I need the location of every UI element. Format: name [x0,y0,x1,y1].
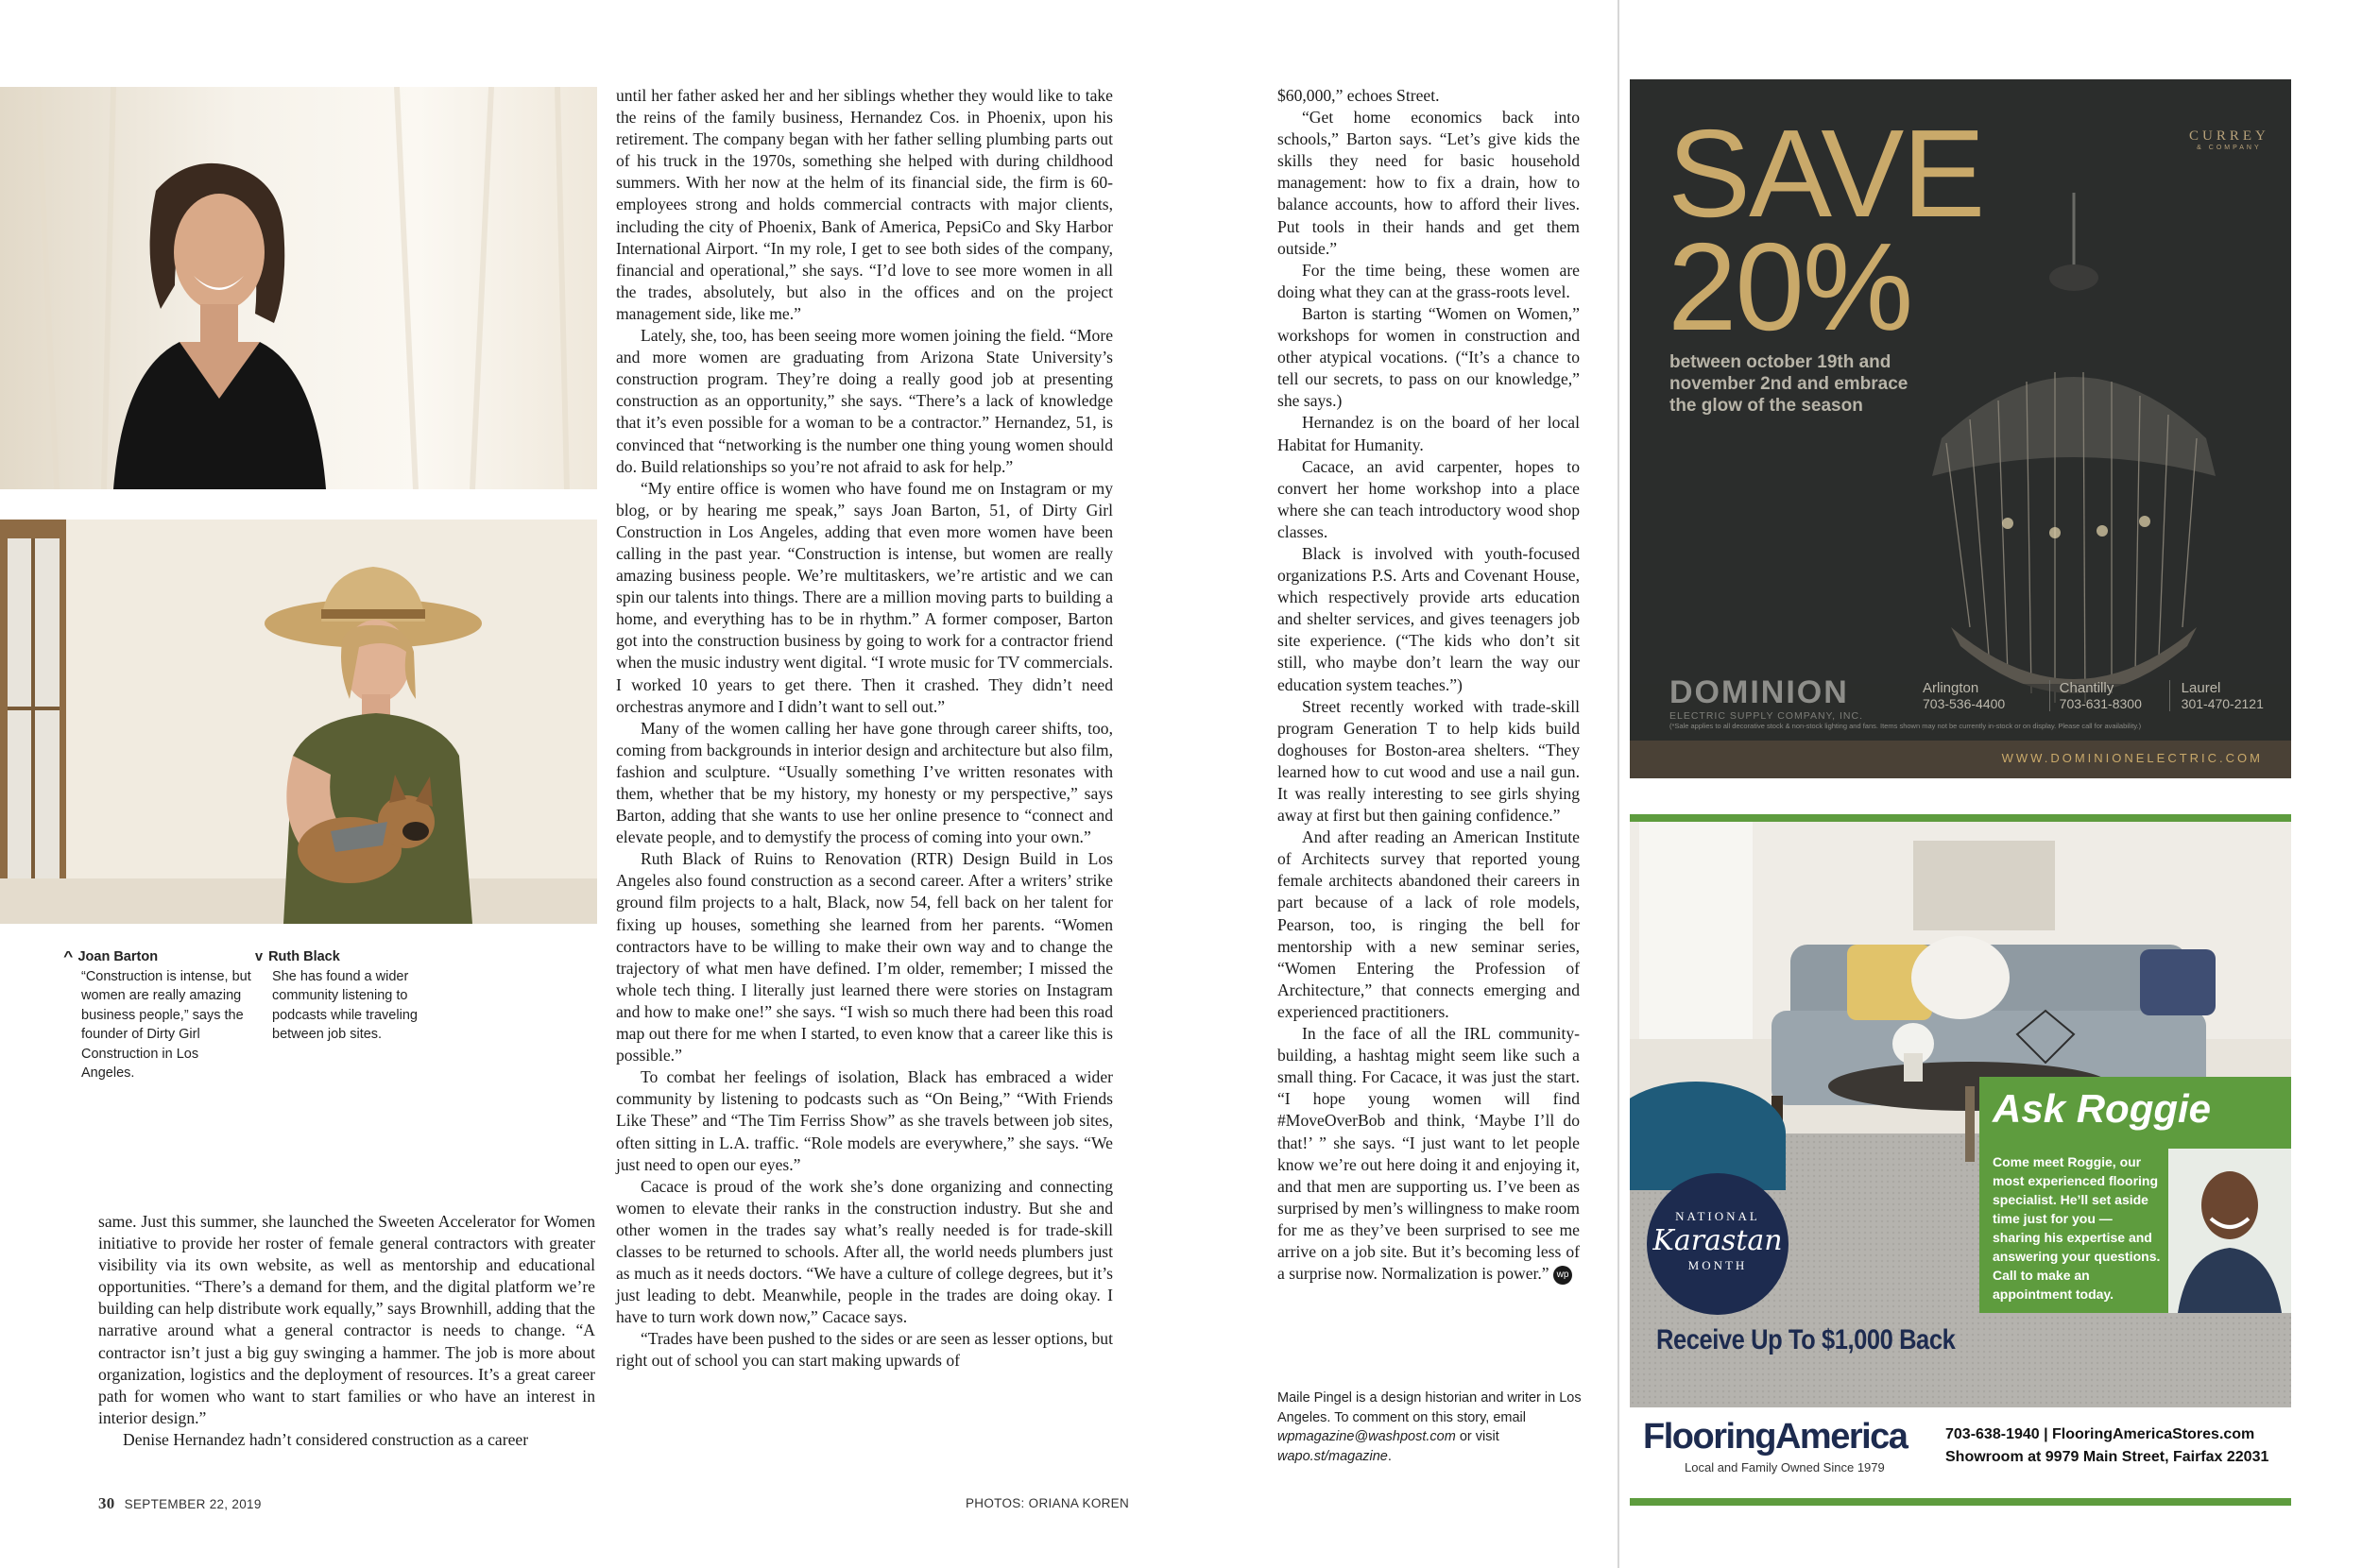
flooring-contact-phone[interactable]: 703-638-1940 | FlooringAmericaStores.com [1945,1426,2255,1442]
ad-percent-heading: 20% [1668,217,1912,356]
ad-tagline [1669,351,1908,417]
ask-roggie-text: Come meet Roggie, our most experienced flooring specialist. He’ll set aside time just for you — sharing his expertise and answering your questions. Call to make an appointment today. [1993,1154,2161,1302]
article-column-1 [98,1211,595,1451]
caption-ruth-black [255,947,428,1045]
paragraph: Lately, she, too, has been seeing more women joining the field. “More and more women are graduating from Arizona State University’s construction program. They’re doing a really good job at presenting construction as an opportunity,” she says. “There’s a lack of knowledge that it’s even possible for a woman to be a contractor.” Hernandez, 51, is convinced that “networking is the number one thing young women should do. Build relationships so you’re not afraid to ask for help.” [616,326,1113,476]
photo-credit: PHOTOS: ORIANA KOREN [966,1496,1130,1510]
ask-roggie-box [1979,1077,2291,1313]
ad-flooring-america[interactable] [1630,814,2291,1511]
tagline-line: november 2nd and embrace [1669,374,1908,394]
photo-ruth-black-illustration [0,520,597,924]
paragraph: Denise Hernandez hadn’t considered construction as a career [123,1429,529,1449]
paragraph: Cacace is proud of the work she’s done organizing and connecting women to elevate their ranks in the construction industry. But she and other women in the trades say what’s really needed is for trade-skill classes to be returned to schools. After all, the world needs plumbers just as much as it needs doctors. “We have a culture of college degrees, but it’s just leading to debt. Meanwhile, people in the trades are doing okay. I have to turn work down now,” Cacace says. [616,1176,1113,1327]
location-city: Arlington [1923,680,1979,696]
rebate-offer: Receive Up To $1,000 Back [1656,1324,1956,1355]
paragraph: until her father asked her and her siblings whether they would like to take the reins of the family business, Hernandez Cos. in Phoenix, upon his retirement. The company began with her father selling plumbing parts out of his truck in the 1970s, something she helped with during childhood summers. With her now at the helm of its financial side, the firm is 60-employees strong and holds commercial contracts with major clients, including the city of Phoenix, Bank of America, PepsiCo and Sky Harbor International Airport. “In my role, I get to see both sides of the company, financial and operational,” she says. “I’d love to see more women in all the trades, absolutely, but also in the offices and on the project management side, like me.” [616,86,1113,323]
ad-save-heading: SAVE [1668,104,1984,243]
location-city: Chantilly [2059,680,2114,696]
article-column-3 [1277,85,1580,1285]
tagline-line: the glow of the season [1669,396,1863,416]
bio-email-link[interactable]: wpmagazine@washpost.com [1277,1429,1456,1444]
bio-end: . [1387,1448,1392,1464]
issue-date: SEPTEMBER 22, 2019 [124,1497,262,1511]
roggie-portrait [2168,1149,2291,1313]
dominion-locations [1923,680,2282,711]
photo-ruth-black [0,520,597,924]
dominion-logo-sub: ELECTRIC SUPPLY COMPANY, INC. [1669,710,1864,722]
page-footer [98,1494,262,1513]
ad-top-stripe [1630,814,2291,822]
karastan-name: Karastan [1652,1224,1783,1257]
currey-logo-text: CURREY [2189,128,2269,144]
flooring-america-logo: FlooringAmerica [1643,1417,1908,1457]
paragraph: Black is involved with youth-focused organizations P.S. Arts and Covenant House, which respectively provide arts education and shelter services, and gives teenagers job site experience. (“The kids who don’t sit still, who maybe don’t learn the way our education system teaches.”) [1277,543,1580,694]
ad-dominion-electric[interactable] [1630,79,2291,778]
ad-url-bar [1630,741,2291,778]
paragraph: Ruth Black of Ruins to Renovation (RTR) Design Build in Los Angeles also found construction as a second career. After a writers’ strike ground film projects to a halt, Black, now 54, fell back on her talent for fixing up houses, something she learned from her parents. “Women contractors have to be willing to make their own way and to change the trajectory of what men have defined. I’m older, remember; I missed the whole tech thing. I literally just learned there were stories on Instagram and how to make one!” she says. “I wish so much there had been this road map out there for me when I started, to even know that a career like this is possible.” [616,849,1113,1065]
paragraph [1277,1023,1580,1285]
caption-name: Joan Barton [77,949,159,964]
bio-web-link[interactable]: wapo.st/magazine [1277,1448,1388,1464]
ask-roggie-heading: Ask Roggie [1993,1086,2212,1131]
location-phone: 703-631-8300 [2059,696,2142,711]
paragraph: For the time being, these women are doing what they can at the grass-roots level. [1277,260,1580,301]
bio-text: Maile Pingel is a design historian and writer in Los Angeles. To comment on this story, email [1277,1390,1582,1425]
dominion-logo: DOMINION [1669,674,1849,710]
flooring-footer [1630,1407,2291,1511]
down-arrow-icon: v [255,949,264,964]
paragraph: Hernandez is on the board of her local Habitat for Humanity. [1277,413,1580,454]
currey-logo-sub: & COMPANY [2197,145,2262,151]
author-bio [1277,1389,1589,1466]
paragraph: To combat her feelings of isolation, Black has embraced a wider community by listening to podcasts such as “On Being,” “With Friends Like These” and “The Tim Ferriss Show” as she travels between job sites, often sitting in L.A. traffic. “Role models are everywhere,” she says. “We just need to open our eyes.” [616,1067,1113,1174]
up-arrow-icon: ^ [63,949,74,964]
paragraph: “Get home economics back into schools,” Barton says. “Let’s give kids the skills they need for basic household management: how to fix a drain, how to balance accounts, how to afford their lives. Put tools in their hands and get them outside.” [1277,108,1580,258]
paragraph: “Trades have been pushed to the sides or are seen as lesser options, but right out of school you can start making upwards of [616,1329,1113,1371]
karastan-top: NATIONAL [1675,1209,1760,1223]
bio-or: or visit [1455,1429,1499,1444]
karastan-month-seal [1647,1173,1789,1315]
paragraph: same. Just this summer, she launched the Sweeten Accelerator for Women initiative to provide her roster of female general contractors with greater visibility via its own website, as well as mentorship and educational opportunities. “There’s a demand for them, and the digital platform we’re building can help distribute work equally,” says Brownhill, adding that the narrative around what a general contractor is needs to change. “A contractor isn’t just a big guy swinging a hammer. The job is more about organization, logistics and the deployment of resources. It’s a great career path for women who want to start families or who have an interest in interior design.” [98,1212,595,1427]
ad-url[interactable]: WWW.DOMINIONELECTRIC.COM [2001,751,2263,765]
karastan-bottom: MONTH [1687,1258,1748,1272]
flooring-america-sub: Local and Family Owned Since 1979 [1685,1460,1885,1474]
paragraph: And after reading an American Institute of Architects survey that reported young female architects abandoned their careers in part because of a lack of role models, Pearson, too, is ringing the bell for mentorship with a new seminar series, “Women Entering the Profession of Architecture,” that connects emerging and experienced practitioners. [1277,827,1580,1021]
end-mark-icon: wp [1553,1266,1572,1285]
caption-text: “Construction is intense, but women are really amazing business people,” says the founder of Dirty Girl Construction in Los Angeles. [81,968,251,1081]
location-phone: 301-470-2121 [2181,696,2264,711]
tagline-line: between october 19th and [1669,352,1891,372]
paragraph-text: In the face of all the IRL community-building, a hashtag might seem like such a small thing. For Cacace, it was just the start. “I hope young women will find #MoveOverBob and think, ‘Maybe I’ll do that!’ ” she says. “I just want to let people know we’re out here doing it and enjoying it, and that men are supporting us. I’ve been as surprised by men’s willingness to make room for me as they’ve been surprised to see me arrive on a job site. But it’s becoming less of a surprise now. Normalization is power.” [1277,1024,1580,1284]
location-chantilly [2050,680,2170,711]
caption-joan-barton [63,947,251,1083]
location-arlington [1923,680,2050,711]
location-phone: 703-536-4400 [1923,696,2006,711]
page-number: 30 [98,1494,115,1512]
photo-joan-barton-illustration [0,87,597,489]
paragraph: Cacace, an avid carpenter, hopes to convert her home workshop into a place where she can teach introductory wood shop classes. [1277,456,1580,541]
location-city: Laurel [2181,680,2221,696]
paragraph: “My entire office is women who have found me on Instagram or my blog, or by hearing me speak,” says Joan Barton, 51, of Dirty Girl Construction in Los Angeles, adding that even more women have been calling in the past year. “Construction is intense, but women are really amazing business people. We’re multitaskers, we’re artistic and we can spin our talents into things. There are a million moving parts to building a home, and everything has to be in rhythm.” A former composer, Barton got into the construction business by going to work for a contractor friend when the music industry went digital. “I wrote music for TV commercials. I worked 10 years to get there. Then it crashed. They didn’t need orchestras anymore and I didn’t want to sell out.” [616,478,1113,716]
paragraph: Barton is starting “Women on Women,” workshops for women in construction and other atypical vocations. (“It’s a chance to tell our secrets, to pass on our knowledge,” she says.) [1277,303,1580,411]
ad-bottom-stripe [1630,1498,2291,1506]
page-gutter [1617,0,1619,1568]
ad-fineprint: (*Sale applies to all decorative stock & non-stock lighting and fans. Items shown may not be currently in-stock or on display. Please call for availability.) [1669,722,2142,730]
flooring-showroom-address: Showroom at 9979 Main Street, Fairfax 22031 [1945,1449,2269,1465]
caption-text: She has found a wider community listening to podcasts while traveling between job sites. [272,968,418,1042]
paragraph: $60,000,” echoes Street. [1277,86,1440,105]
caption-name: Ruth Black [268,949,340,964]
paragraph: Street recently worked with trade-skill program Generation T to help kids build doghouses for Boston-area shelters. “They learned how to cut wood and use a nail gun. It was really interesting to see girls shying away at first but then gaining confidence.” [1277,696,1580,826]
location-laurel [2170,680,2282,711]
article-column-2 [616,85,1113,1372]
paragraph: Many of the women calling her have gone through career shifts, too, coming from backgrounds in interior design and architecture but also film, fashion and sculpture. “Usually something I’ve written resonates with them, whether that be my history, my honesty or my perspective,” says Barton, adding that she wants to use her online presence to “connect and elevate people, and to demystify the process of coming into your own.” [616,718,1113,847]
photo-joan-barton [0,87,597,489]
currey-logo [2189,128,2269,151]
